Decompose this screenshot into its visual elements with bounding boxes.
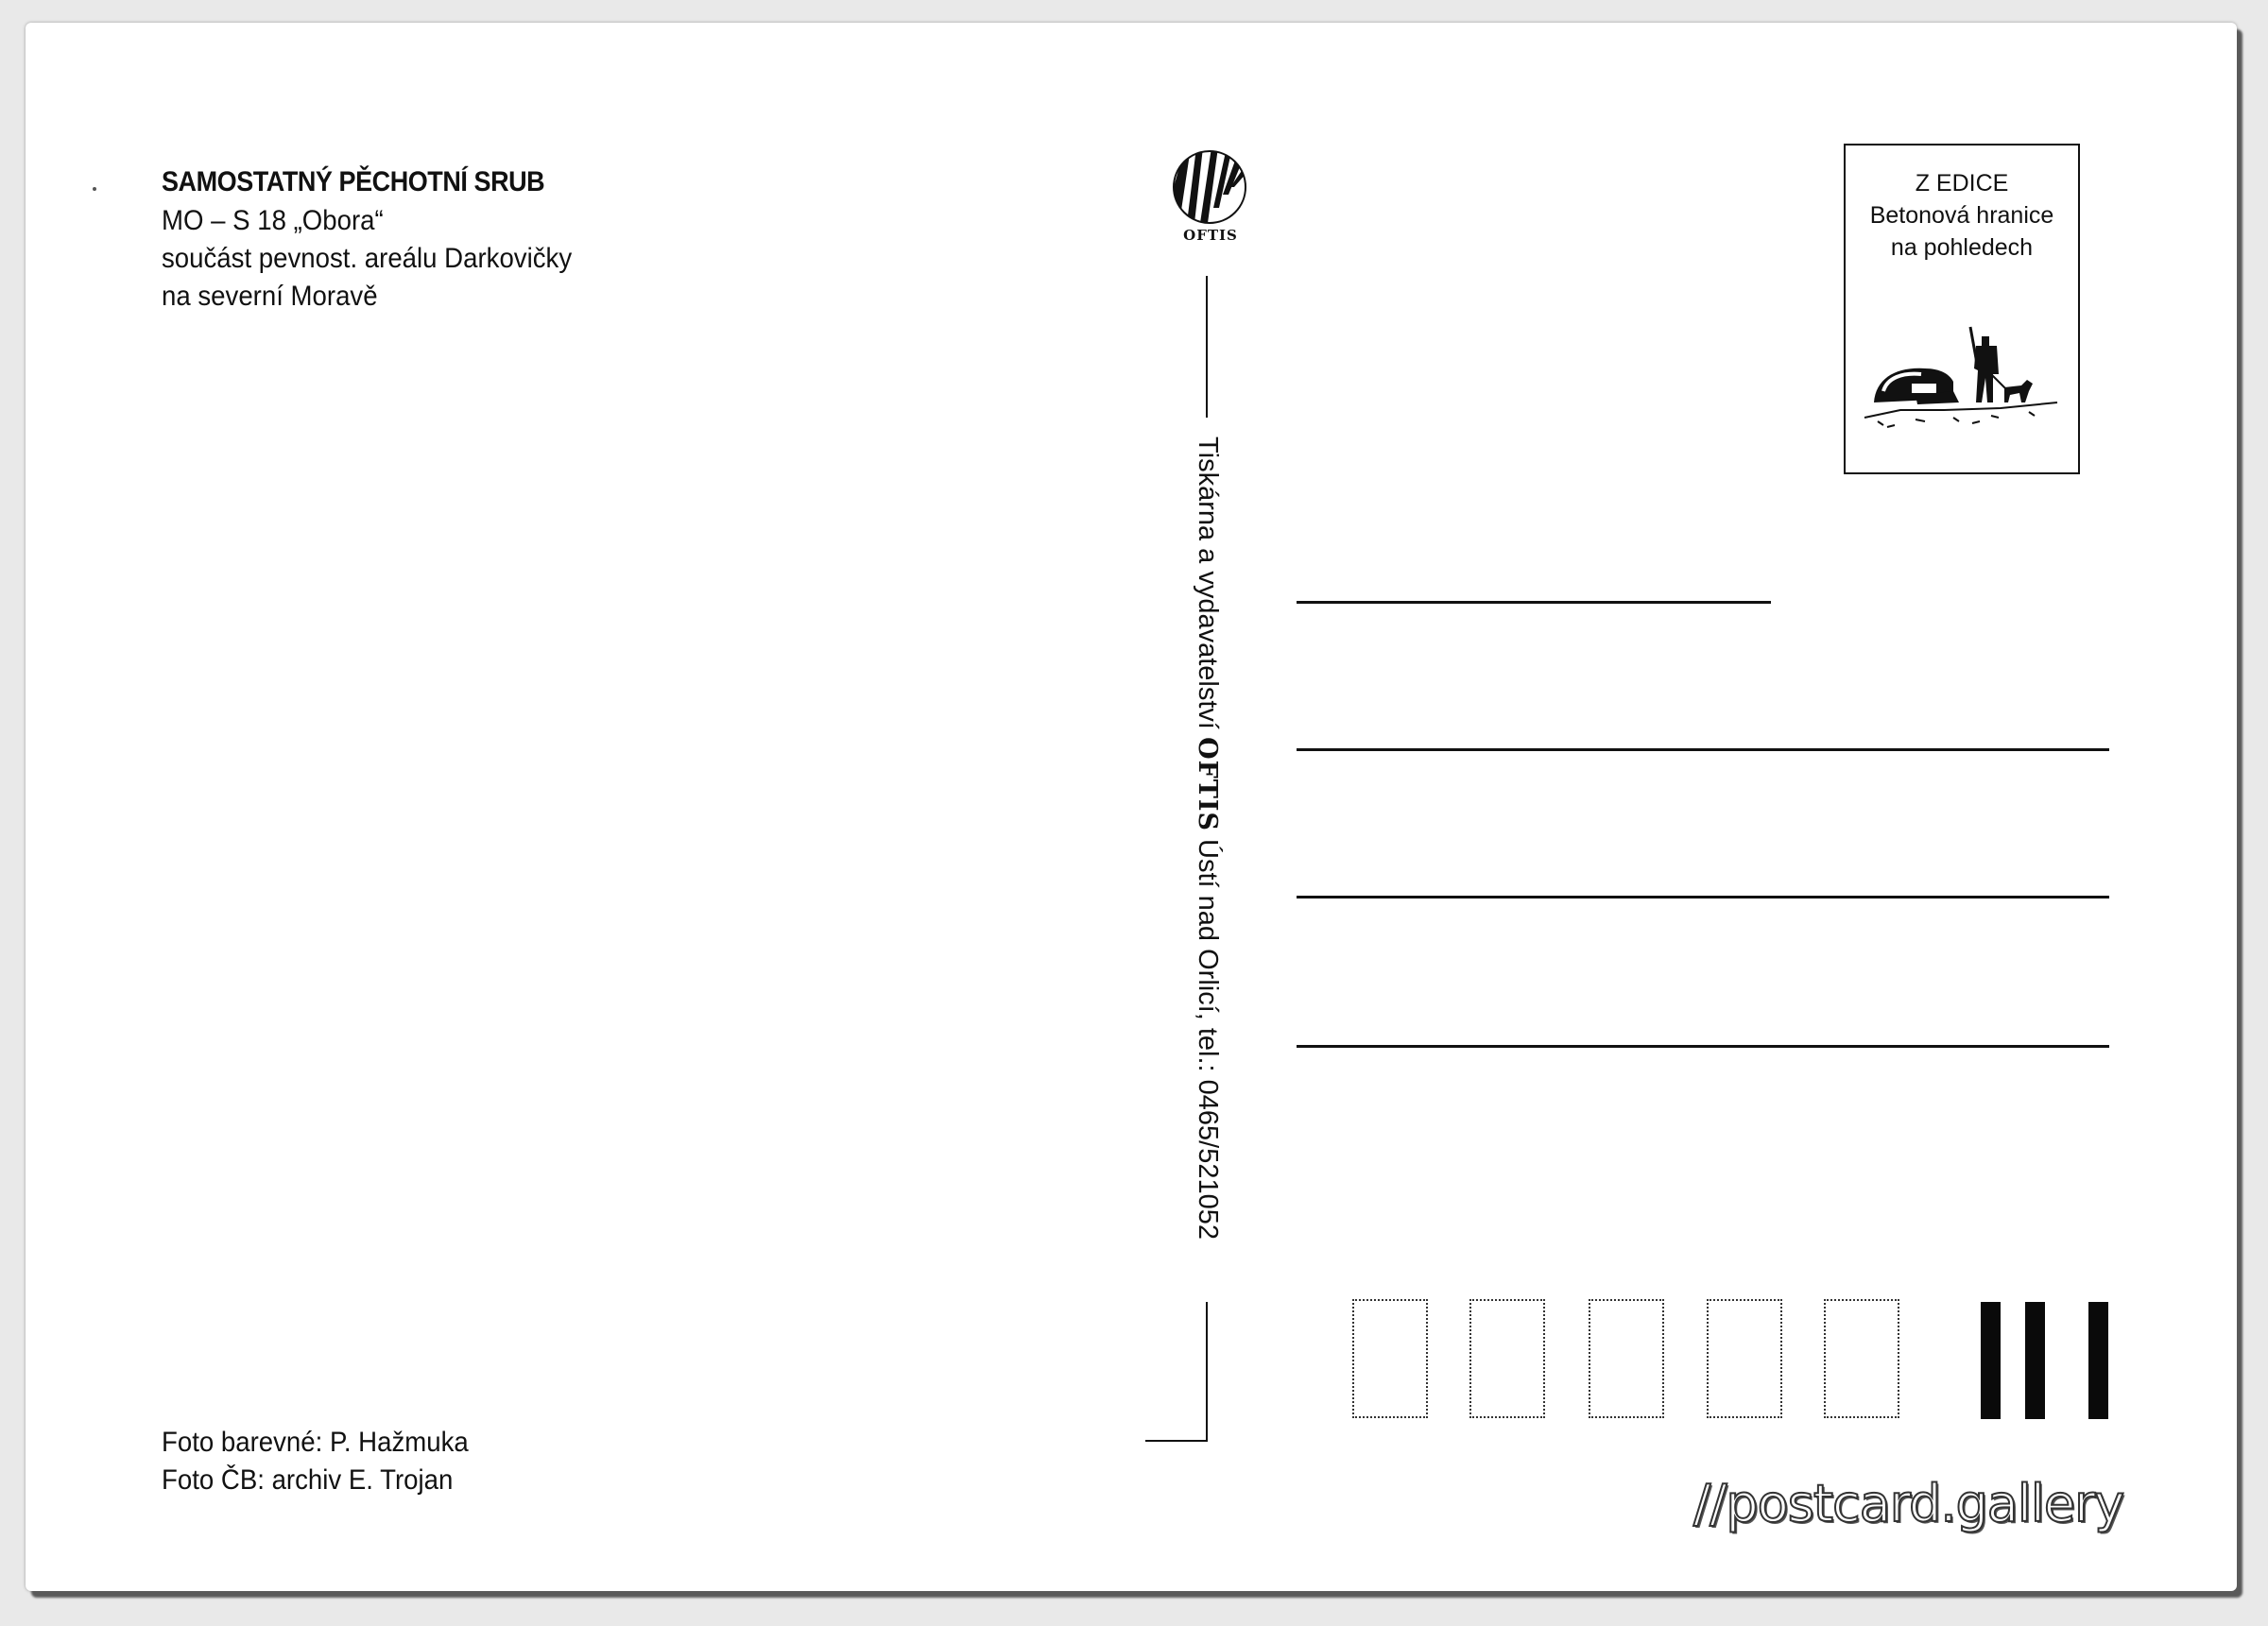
- zip-box-5: [1824, 1299, 1899, 1418]
- zip-box-4: [1707, 1299, 1782, 1418]
- photo-caption: [162, 163, 608, 316]
- watermark-text: //postcard.gallery: [1693, 1474, 2124, 1533]
- imprint-suffix: Ústí nad Orlicí, tel.: 0465/521052: [1193, 830, 1223, 1241]
- center-divider-top: [1206, 276, 1208, 418]
- edition-line-2: Betonová hranice: [1869, 202, 2054, 229]
- postal-bar-2: [2025, 1302, 2045, 1419]
- caption-title: SAMOSTATNÝ PĚCHOTNÍ SRUB: [162, 166, 545, 197]
- imprint-prefix: Tiskárna a vydavatelství: [1193, 436, 1223, 738]
- zip-box-1: [1352, 1299, 1428, 1418]
- zip-box-3: [1589, 1299, 1664, 1418]
- edition-line-3: na pohledech: [1890, 234, 2034, 261]
- address-line-3: [1297, 896, 2109, 899]
- credit-bw: Foto ČB: archiv E. Trojan: [162, 1464, 454, 1496]
- credit-color: Foto barevné: P. Hažmuka: [162, 1427, 469, 1458]
- bunker-soldier-illustration-icon: [1859, 312, 2067, 444]
- address-line-4: [1297, 1045, 2109, 1048]
- edition-line-1: Z EDICE: [1915, 170, 2009, 197]
- photo-credits: [162, 1424, 495, 1499]
- center-divider-bottom: [1206, 1302, 1208, 1442]
- center-divider-foot: [1145, 1440, 1208, 1442]
- postal-bar-1: [1981, 1302, 2001, 1419]
- publisher-imprint: [1193, 436, 1223, 1292]
- paper-speck: [93, 187, 96, 191]
- caption-line-1: MO – S 18 „Obora“: [162, 205, 384, 236]
- imprint-brand: OFTIS: [1193, 737, 1222, 831]
- caption-line-2: součást pevnost. areálu Darkovičky: [162, 243, 573, 274]
- caption-line-3: na severní Moravě: [162, 281, 378, 312]
- edition-stamp-box: [1844, 144, 2080, 474]
- address-line-2: [1297, 748, 2109, 751]
- logo-wordmark: OFTIS: [1183, 227, 1238, 244]
- zip-box-2: [1469, 1299, 1545, 1418]
- postal-bar-3: [2088, 1302, 2108, 1419]
- address-line-1: [1297, 601, 1771, 604]
